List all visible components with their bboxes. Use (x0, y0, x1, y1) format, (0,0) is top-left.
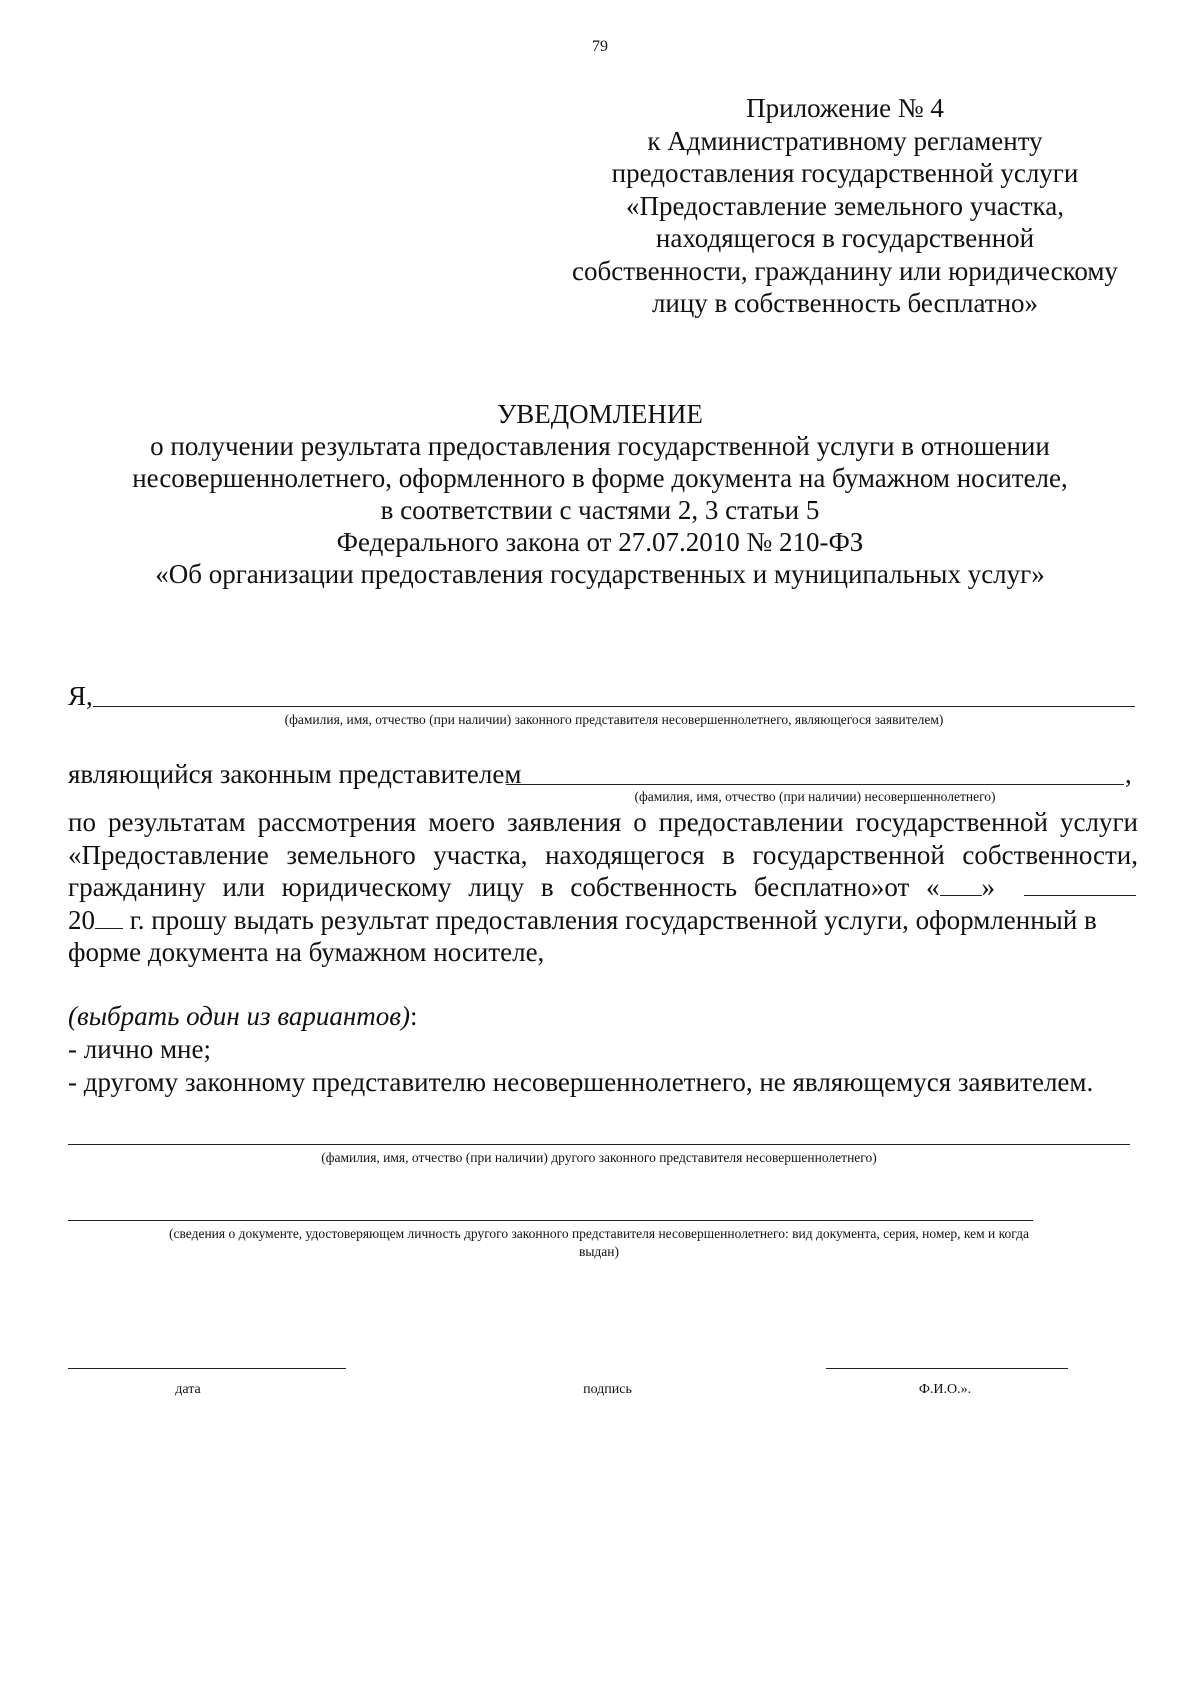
body-line: форме документа на бумажном носителе, (68, 937, 545, 967)
other-representative-name-field[interactable] (68, 1144, 1130, 1145)
date-label: дата (175, 1382, 201, 1397)
year-field[interactable] (95, 906, 123, 929)
fio-field[interactable] (826, 1368, 1068, 1369)
body-line-year (68, 904, 1138, 937)
appendix-header (565, 92, 1125, 320)
appendix-line: находящегося в государственной (655, 223, 1035, 253)
choose-instruction (68, 1000, 418, 1032)
appendix-line: к Административному регламенту (647, 125, 1043, 156)
title-subtitle-line: в соответствии с частями 2, 3 статьи 5 (380, 495, 820, 525)
appendix-line: предоставления государственной услуги (611, 158, 1079, 188)
document-info-caption: выдан) (578, 1244, 620, 1259)
title-subtitle-line: несовершеннолетнего, оформленного в форме документа на бумажном носителе, (132, 463, 1068, 493)
month-field[interactable] (1024, 873, 1136, 896)
document-info-field[interactable] (68, 1220, 1033, 1221)
applicant-prefix: Я, (68, 681, 93, 711)
document-info-caption: (сведения о документе, удостоверяющем личность другого законного представителя несовершеннолетнего: вид документа, серия, номер, кем и когда (168, 1226, 1030, 1241)
applicant-name-field[interactable] (93, 706, 1135, 707)
body-line-date (68, 871, 1138, 904)
title-subtitle-line: «Об организации предоставления государственных и муниципальных услуг» (155, 559, 1045, 589)
body-text: » (981, 872, 1002, 902)
applicant-caption: (фамилия, имя, отчество (при наличии) законного представителя несовершеннолетнего, являющегося заявителем) (284, 712, 944, 727)
other-representative-caption: (фамилия, имя, отчество (при наличии) другого законного представителя несовершеннолетнего) (321, 1150, 877, 1165)
choose-colon: : (409, 1001, 418, 1031)
signature-label: подпись (583, 1382, 632, 1397)
body-paragraph (68, 806, 1138, 969)
fio-label: Ф.И.О.». (918, 1382, 972, 1397)
option-other-representative[interactable]: - другому законному представителю несовершеннолетнего, не являющемуся заявителем. (68, 1067, 1094, 1097)
body-text: гражданину или юридическому лицу в собственность бесплатно»от « (68, 872, 940, 902)
choose-label: (выбрать один из вариантов) (68, 1001, 410, 1031)
body-line: «Предоставление земельного участка, находящегося в государственной собственности, (68, 839, 1138, 870)
body-text: г. прошу выдать результат предоставления государственной услуги, оформленный в (123, 904, 1097, 935)
title-heading: УВЕДОМЛЕНИЕ (497, 399, 703, 429)
body-line: по результатам рассмотрения моего заявления о предоставлении государственной услуги (68, 807, 1138, 837)
page-number: 79 (592, 38, 608, 55)
title-subtitle-line: Федерального закона от 27.07.2010 № 210-ФЗ (336, 527, 864, 557)
appendix-line: собственности, гражданину или юридическому (572, 255, 1118, 286)
minor-caption: (фамилия, имя, отчество (при наличии) несовершеннолетнего) (634, 789, 996, 804)
representative-suffix: , (1125, 759, 1132, 789)
appendix-line: лицу в собственность бесплатно» (651, 288, 1039, 318)
appendix-line: «Предоставление земельного участка, (625, 190, 1064, 221)
representative-prefix: являющийся законным представителем (68, 759, 522, 789)
day-field[interactable] (940, 873, 982, 896)
minor-name-field[interactable] (506, 784, 1124, 785)
appendix-line: Приложение № 4 (746, 93, 944, 123)
body-text: 20 (68, 904, 95, 935)
date-field[interactable] (68, 1368, 346, 1369)
title-subtitle-line: о получении результата предоставления государственной услуги в отношении (150, 431, 1050, 461)
document-title (60, 398, 1140, 590)
option-personally[interactable]: - лично мне; (68, 1034, 211, 1064)
